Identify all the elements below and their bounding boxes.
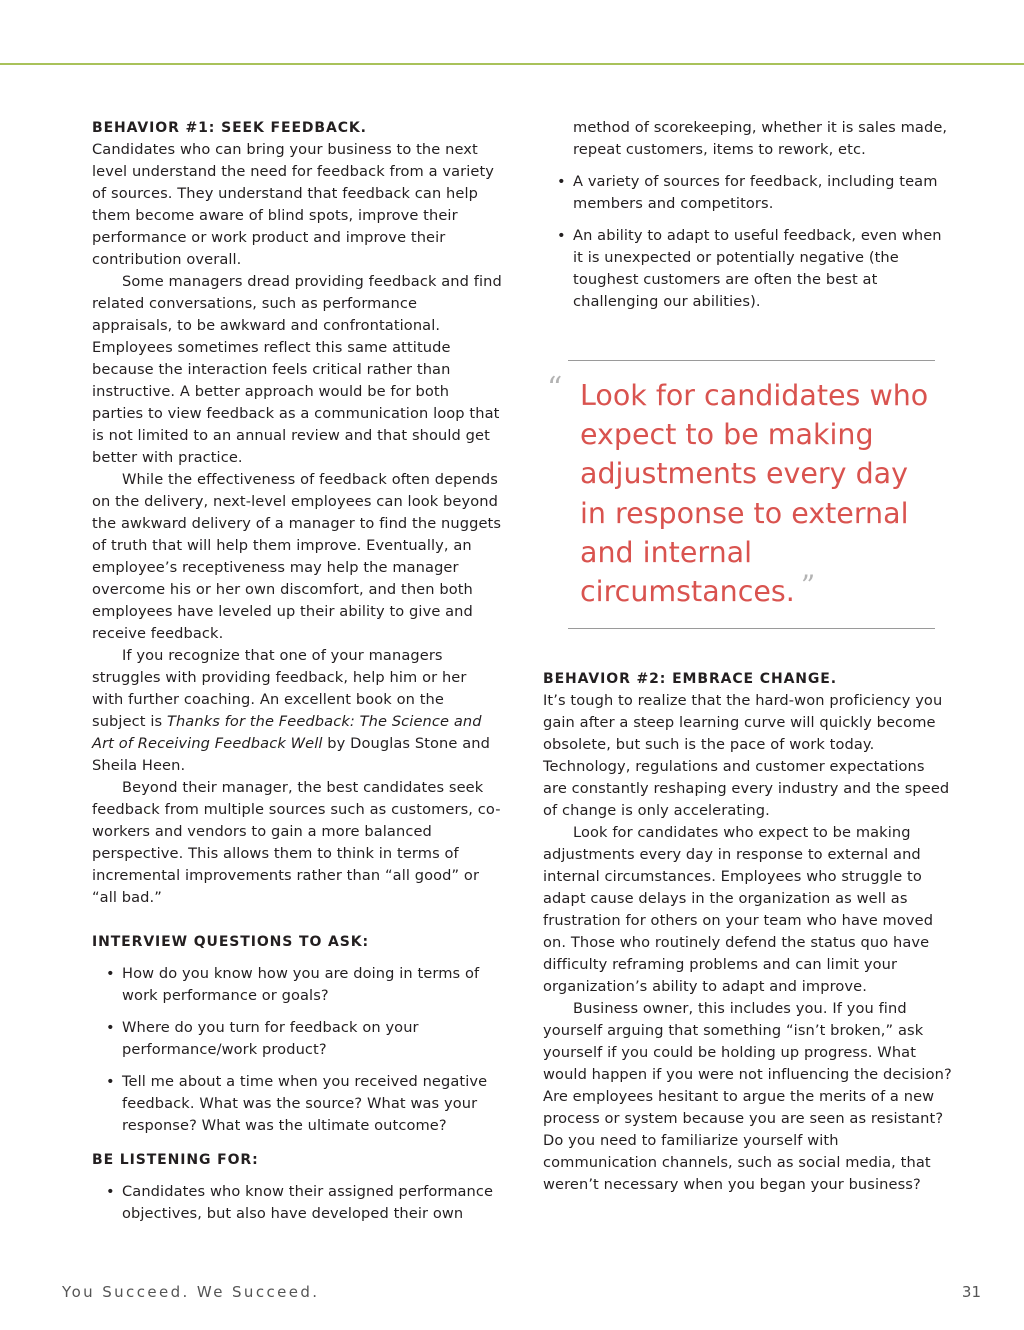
question-item: • Where do you turn for feedback on your performance/work product?	[92, 1017, 502, 1061]
listening-item: • Candidates who know their assigned performance objectives, but also have developed their own	[92, 1181, 502, 1225]
behavior2-paragraph-3: Business owner, this includes you. If you find yourself arguing that something “isn’t broken,” ask yourself if you could be holding up progress. What would happen if you were not influencing the decision? Are employees hesitant to argue the merits of a new process or system because you are seen as resistant? Do you need to familiarize yourself with communication channels, such as social media, that weren’t necessary when you began your business?	[543, 1000, 952, 1193]
listening-item: • A variety of sources for feedback, including team members and competitors.	[543, 171, 953, 215]
paragraph-4-lead: If you recognize that one of your managers struggles with providing feedback, help him or her with further coaching. An excellent book on the subject is	[92, 647, 467, 730]
right-column-top	[543, 117, 953, 323]
footer-tagline: You Succeed. We Succeed.	[62, 1283, 320, 1301]
behavior1-heading: BEHAVIOR #1: SEEK FEEDBACK.	[92, 120, 367, 136]
listening-heading: BE LISTENING FOR:	[92, 1152, 259, 1168]
behavior1-paragraph-2: Some managers dread providing feedback and find related conversations, such as performance appraisals, to be awkward and confrontational. Employees sometimes reflect this same attitude because the interaction feels critical rather than instructive. A better approach would be for both parties to view feedback as a communication loop that is not limited to an annual review and that should get better with practice.	[92, 273, 502, 466]
listening-item-continued: method of scorekeeping, whether it is sales made, repeat customers, items to rework, etc.	[573, 119, 948, 158]
left-column	[92, 117, 502, 1235]
behavior1-paragraph-1: Candidates who can bring your business to the next level understand the need for feedback from a variety of sources. They understand that feedback can help them become aware of blind spots, improve their performance or work product and improve their contribution overall.	[92, 141, 495, 268]
pull-quote	[543, 360, 935, 628]
book-title: Thanks for the Feedback: The Science and Art of Receiving Feedback Well	[92, 713, 482, 752]
behavior1-paragraph-5: Beyond their manager, the best candidates seek feedback from multiple sources such as customers, co-workers and vendors to gain a more balanced perspective. This allows them to think in terms of incremental improvements rather than “all good” or “all bad.”	[92, 779, 501, 906]
right-column-bottom	[543, 668, 953, 1196]
behavior2-paragraph-1: It’s tough to realize that the hard-won proficiency you gain after a steep learning curve will quickly become obsolete, but such is the pace of work today. Technology, regulations and customer expectations are constantly reshaping every industry and the speed of change is only accelerating.	[543, 692, 950, 819]
behavior1-paragraph-4	[92, 645, 502, 777]
behavior2-paragraph-2: Look for candidates who expect to be making adjustments every day in response to external and internal circumstances. Employees who struggle to adapt cause delays in the organization as well as frustration for others on your team who have moved on. Those who routinely defend the status quo have difficulty reframing problems and can limit your organization’s ability to adapt and improve.	[543, 824, 934, 995]
behavior2-heading: BEHAVIOR #2: EMBRACE CHANGE.	[543, 671, 837, 687]
header-rule	[0, 63, 1024, 65]
pull-quote-top-rule	[568, 360, 935, 361]
page-number: 31	[961, 1283, 981, 1301]
paragraph-4-tail: by Douglas Stone and Sheila Heen.	[92, 735, 490, 774]
pull-quote-bottom-rule	[568, 628, 935, 629]
question-item: • How do you know how you are doing in terms of work performance or goals?	[92, 963, 502, 1007]
questions-list	[92, 963, 502, 1137]
questions-heading: INTERVIEW QUESTIONS TO ASK:	[92, 934, 369, 950]
listening-list-continued	[543, 171, 953, 313]
listening-list	[92, 1181, 502, 1225]
close-quote-mark: ”	[800, 569, 816, 603]
pull-quote-text-block	[580, 376, 935, 611]
question-item: • Tell me about a time when you received negative feedback. What was the source? What was your response? What was the ultimate outcome?	[92, 1071, 502, 1137]
behavior1-paragraph-3: While the effectiveness of feedback often depends on the delivery, next-level employees can look beyond the awkward delivery of a manager to find the nuggets of truth that will help them improve. Eventually, an employee’s receptiveness may help the manager overcome his or her own discomfort, and then both employees have leveled up their ability to give and receive feedback.	[92, 471, 502, 642]
pull-quote-text: Look for candidates who expect to be making adjustments every day in response to external and internal circumstances.	[580, 379, 929, 609]
open-quote-mark: “	[547, 371, 563, 406]
listening-item: • An ability to adapt to useful feedback, even when it is unexpected or potentially negative (the toughest customers are often the best at challenging our abilities).	[543, 225, 953, 313]
